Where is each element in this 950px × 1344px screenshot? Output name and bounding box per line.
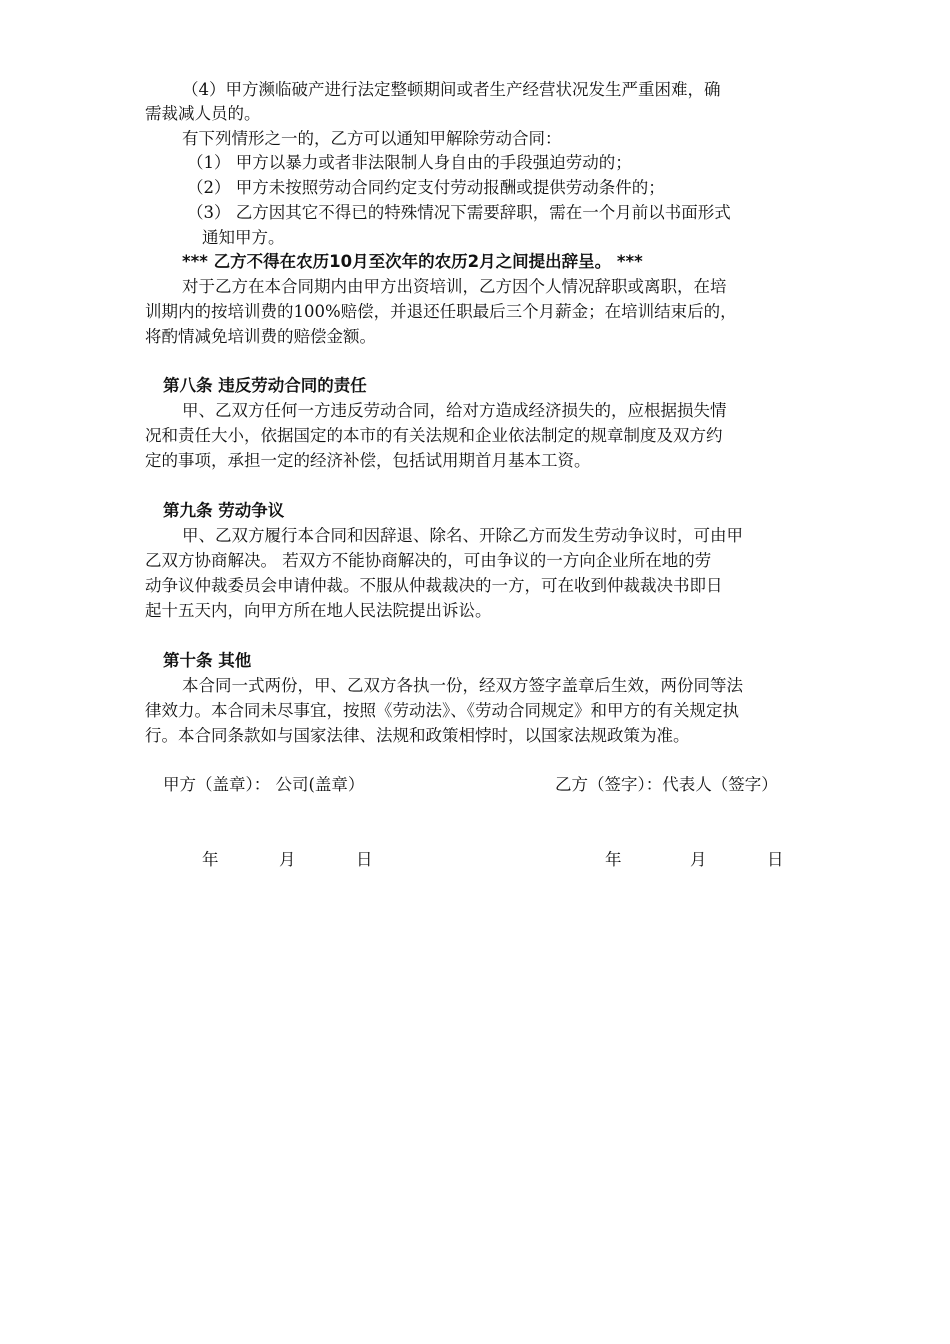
clause7-item3-line2: 通知甲方。 <box>202 228 285 247</box>
party-a-date-month: 月 <box>279 850 296 869</box>
clause7-item4-line2: 需裁减人员的。 <box>145 104 261 123</box>
clause10-line3: 行。本合同条款如与国家法律、法规和政策相悖时，以国家法规政策为准。 <box>145 726 690 745</box>
party-b-signature: 乙方（签字）：代表人（签字） <box>555 775 778 794</box>
party-b-date-month: 月 <box>690 850 707 869</box>
clause9-line4: 起十五天内，向甲方所在地人民法院提出诉讼。 <box>145 601 492 620</box>
clause8-line1: 甲、乙双方任何一方违反劳动合同，给对方造成经济损失的，应根据损失情 <box>182 401 727 420</box>
clause10-line2: 律效力。本合同未尽事宜，按照《劳动法》、《劳动合同规定》和甲方的有关规定执 <box>145 701 739 720</box>
clause7-item1: （1） 甲方以暴力或者非法限制人身自由的手段强迫劳动的； <box>187 153 632 172</box>
clause8-line2: 况和责任大小，依据国定的本市的有关法规和企业依法制定的规章制度及双方约 <box>145 426 723 445</box>
clause10-heading: 第十条 其他 <box>163 651 252 670</box>
party-a-date-year: 年 <box>202 850 219 869</box>
clause7-item2: （2） 甲方未按照劳动合同约定支付劳动报酬或提供劳动条件的； <box>187 178 665 197</box>
clause7-item4-line1: （4）甲方濒临破产进行法定整顿期间或者生产经营状况发生严重困难，确 <box>182 80 721 99</box>
training-line3: 将酌情减免培训费的赔偿金额。 <box>145 327 376 346</box>
clause8-line3: 定的事项，承担一定的经济补偿，包括试用期首月基本工资。 <box>145 451 591 470</box>
training-line1: 对于乙方在本合同期内由甲方出资培训，乙方因个人情况辞职或离职，在培 <box>182 277 727 296</box>
party-b-date-year: 年 <box>605 850 622 869</box>
party-b-date-day: 日 <box>767 850 784 869</box>
clause9-line2: 乙双方协商解决。 若双方不能协商解决的，可由争议的一方向企业所在地的劳 <box>145 551 712 570</box>
resignation-notice: *** 乙方不得在农历10月至次年的农历2月之间提出辞呈。 *** <box>182 252 643 271</box>
clause7-intro: 有下列情形之一的，乙方可以通知甲解除劳动合同： <box>182 129 562 148</box>
party-a-date-day: 日 <box>356 850 373 869</box>
training-line2: 训期内的按培训费的100%赔偿，并退还任职最后三个月薪金；在培训结束后的， <box>145 302 737 321</box>
clause7-item3-line1: （3） 乙方因其它不得已的特殊情况下需要辞职，需在一个月前以书面形式 <box>187 203 731 222</box>
clause9-line1: 甲、乙双方履行本合同和因辞退、除名、开除乙方而发生劳动争议时，可由甲 <box>182 526 743 545</box>
clause9-heading: 第九条 劳动争议 <box>163 501 285 520</box>
party-a-seal: 甲方（盖章）： 公司(盖章） <box>163 775 365 794</box>
clause8-heading: 第八条 违反劳动合同的责任 <box>163 376 367 395</box>
clause10-line1: 本合同一式两份，甲、乙双方各执一份，经双方签字盖章后生效，两份同等法 <box>182 676 743 695</box>
clause9-line3: 动争议仲裁委员会申请仲裁。不服从仲裁裁决的一方，可在收到仲裁裁决书即日 <box>145 576 723 595</box>
